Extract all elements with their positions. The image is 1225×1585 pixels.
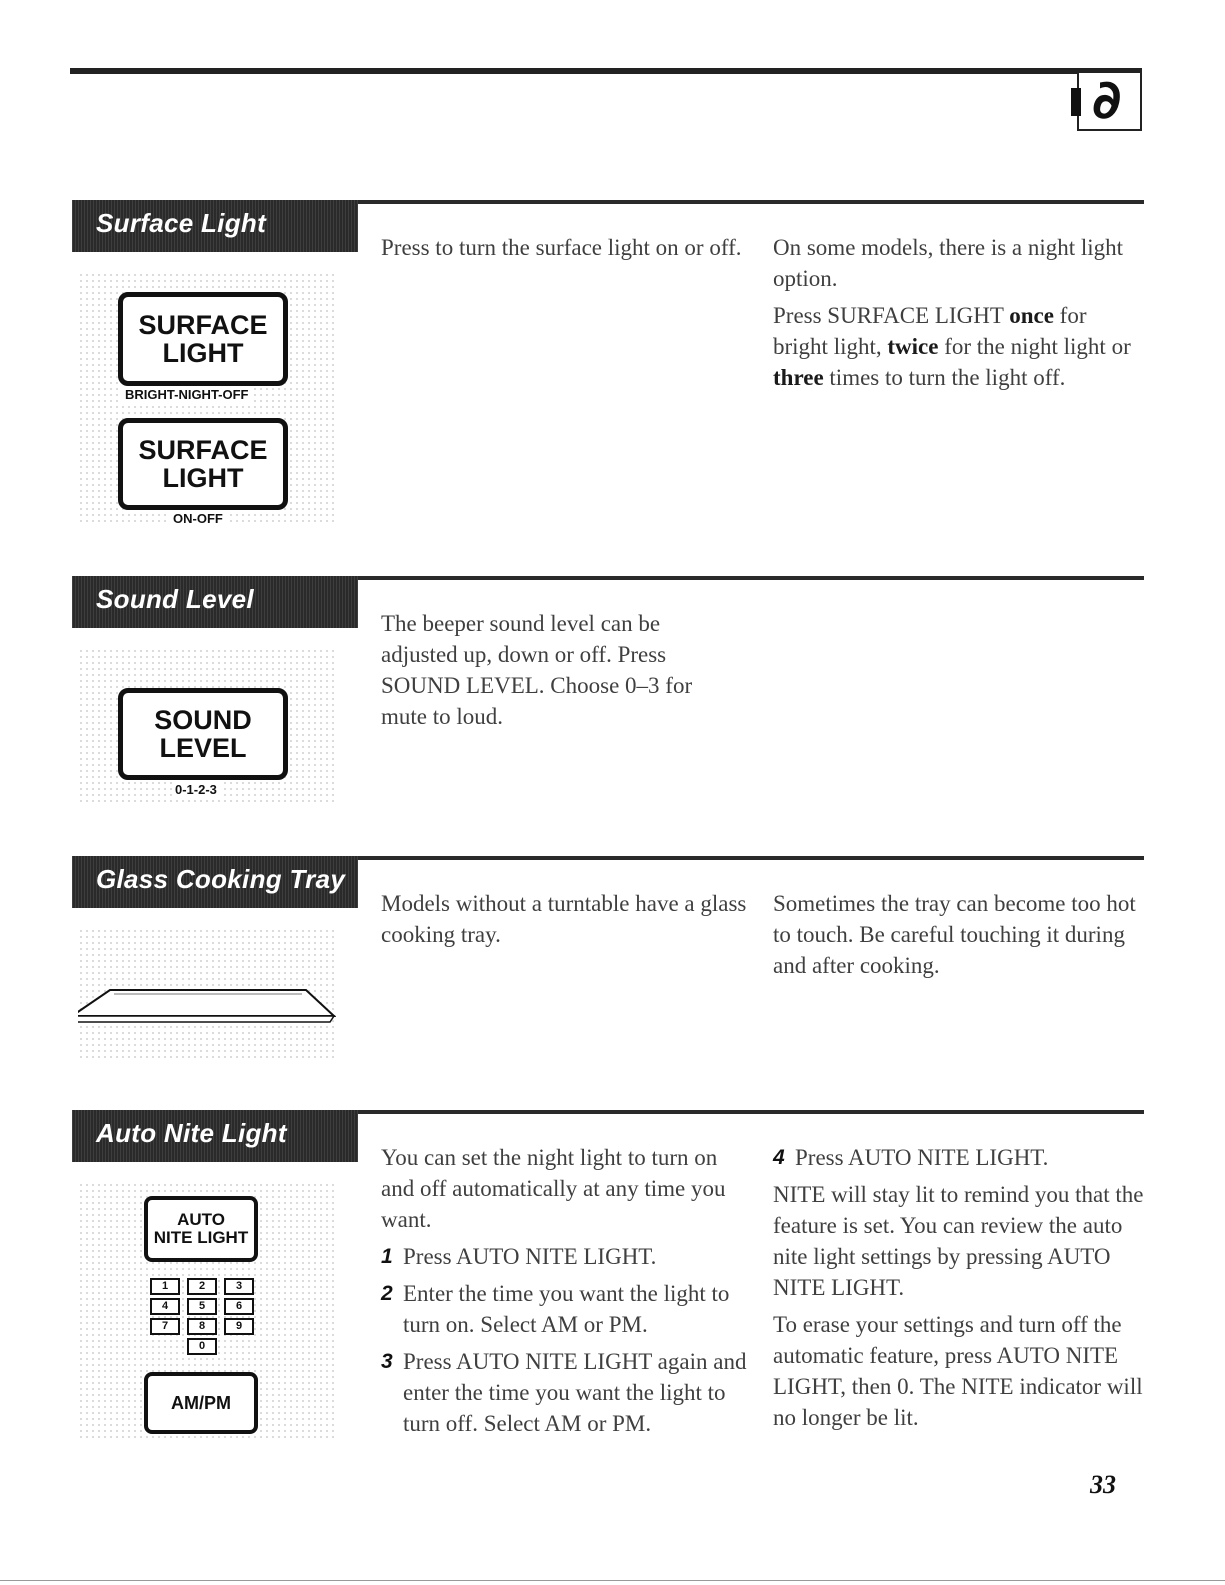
paragraph: You can set the night light to turn on and off automatically at any time you want. (381, 1145, 726, 1232)
glass-tray-drawing (78, 928, 336, 1058)
page-number: 33 (1090, 1470, 1116, 1499)
paragraph: Press SURFACE LIGHT once for bright light, twice for the night light or three times to turn the light off. (773, 303, 1131, 390)
key-label: AUTO NITE LIGHT (153, 1210, 249, 1247)
section-heading-bar (72, 1110, 358, 1162)
step-1: 1 Press AUTO NITE LIGHT. (381, 1244, 657, 1269)
auto-nite-illustration (78, 1182, 336, 1438)
paragraph: On some models, there is a night light option. (773, 235, 1124, 291)
surface-light-key-2 (118, 418, 288, 510)
key-label: SURFACE LIGHT (138, 434, 268, 493)
text-column-1 (381, 1142, 753, 1445)
surface-light-illustration (78, 272, 336, 524)
am-pm-key (144, 1372, 258, 1434)
numpad-key: 8 (187, 1318, 217, 1335)
section-rule (358, 576, 1144, 580)
section-heading-bar (72, 200, 358, 252)
number-keypad (150, 1278, 260, 1358)
section-rule (358, 200, 1144, 204)
numpad-key: 7 (150, 1318, 180, 1335)
section-title: Glass Cooking Tray (96, 864, 346, 894)
section-heading-bar (72, 856, 358, 908)
numpad-key: 5 (187, 1298, 217, 1315)
paragraph: To erase your settings and turn off the automatic feature, press AUTO NITE LIGHT, then 0. The NITE indicator will no longer be lit. (773, 1312, 1143, 1430)
key-caption: BRIGHT-NIGHT-OFF (122, 387, 252, 402)
text-column-1 (381, 888, 751, 956)
paragraph: Sometimes the tray can become too hot to touch. Be careful touching it during and after cooking. (773, 891, 1136, 978)
text-column-1 (381, 232, 756, 269)
section-rule (358, 856, 1144, 860)
section-heading-bar (72, 576, 358, 628)
numpad-key: 6 (224, 1298, 254, 1315)
key-label: AM/PM (171, 1392, 231, 1413)
section-title: Surface Light (96, 208, 267, 238)
key-caption: ON-OFF (170, 511, 226, 526)
surface-light-key-1 (118, 292, 288, 386)
page-bottom-edge (0, 1580, 1225, 1581)
header-rule (70, 68, 1142, 74)
text-column-2 (773, 1142, 1145, 1439)
paragraph: Models without a turntable have a glass cooking tray. (381, 891, 747, 947)
step-2: 2 Enter the time you want the light to turn on. Select AM or PM. (381, 1281, 730, 1337)
numpad-key: 1 (150, 1278, 180, 1295)
paragraph: The beeper sound level can be adjusted up, down or off. Press SOUND LEVEL. Choose 0–3 for mute to loud. (381, 611, 693, 729)
text-column-1 (381, 608, 726, 738)
auto-nite-light-key (144, 1196, 258, 1262)
sound-level-illustration (78, 648, 336, 803)
sound-level-key (118, 688, 288, 780)
key-caption: 0-1-2-3 (172, 782, 220, 797)
key-label: SOUND LEVEL (154, 704, 252, 763)
step-4: 4 Press AUTO NITE LIGHT. (773, 1145, 1049, 1170)
numpad-key: 4 (150, 1298, 180, 1315)
section-rule (358, 1110, 1144, 1114)
text-column-2 (773, 888, 1143, 987)
header-language-icon: ∂ (1092, 68, 1122, 131)
numpad-key: 2 (187, 1278, 217, 1295)
header-corner-marker (1071, 88, 1081, 116)
numpad-key: 0 (187, 1338, 217, 1355)
paragraph: NITE will stay lit to remind you that the feature is set. You can review the auto nite light settings by pressing AUTO NITE LIGHT. (773, 1182, 1144, 1300)
section-title: Sound Level (96, 584, 254, 614)
paragraph: Press to turn the surface light on or off. (381, 235, 742, 260)
numpad-key: 9 (224, 1318, 254, 1335)
step-3: 3 Press AUTO NITE LIGHT again and enter the time you want the light to turn off. Select AM or PM. (381, 1349, 747, 1436)
glass-tray-illustration (78, 928, 336, 1058)
text-column-2 (773, 232, 1133, 399)
key-label: SURFACE LIGHT (138, 309, 268, 368)
numpad-key: 3 (224, 1278, 254, 1295)
section-title: Auto Nite Light (96, 1118, 287, 1148)
